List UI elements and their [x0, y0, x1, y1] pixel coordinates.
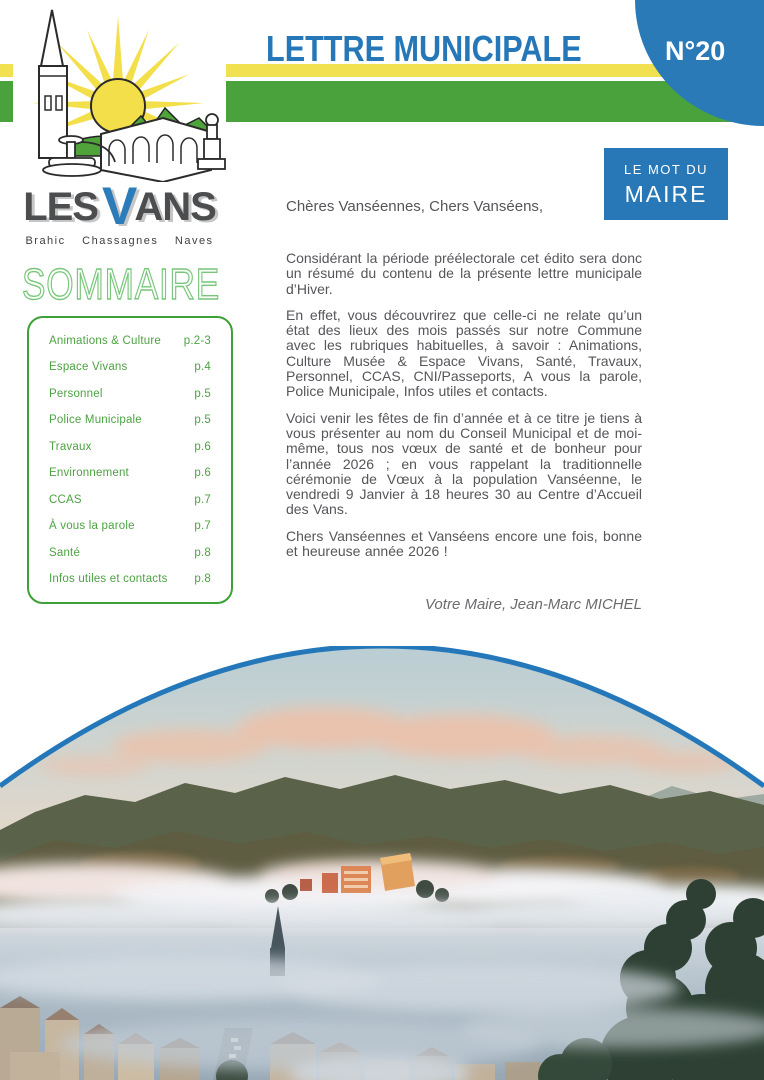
mayor-signature: Votre Maire, Jean-Marc MICHEL — [424, 596, 642, 613]
toc-item-page: p.8 — [194, 572, 211, 585]
toc-item-page: p.8 — [194, 546, 211, 559]
sommaire-title: SOMMAIRE — [22, 260, 221, 309]
toc-item — [49, 467, 211, 479]
issue-number: N°20 — [665, 36, 726, 66]
toc-item-page: p.4 — [194, 361, 211, 374]
editorial-greeting: Chères Vanséennes, Chers Vanséens, — [286, 198, 544, 215]
toc-item-page: p.2-3 — [183, 335, 211, 347]
toc-item-page: p.7 — [194, 520, 211, 533]
toc-item — [49, 520, 211, 532]
logo-text-v: V — [101, 177, 137, 236]
logo-panel — [13, 0, 226, 258]
logo-wordmark — [13, 177, 226, 236]
toc-item-page: p.5 — [194, 414, 211, 427]
toc-item — [49, 441, 211, 453]
toc-item-page: p.5 — [194, 387, 211, 400]
badge-line-1: LE MOT DU — [623, 162, 709, 177]
toc-item — [49, 388, 211, 400]
toc-item — [49, 361, 211, 373]
toc-item-label: Animations & Culture — [49, 335, 162, 347]
sommaire-box — [27, 316, 233, 604]
toc-item-page: p.6 — [194, 467, 211, 480]
toc-item-label: Travaux — [49, 440, 92, 453]
toc-item-page: p.6 — [194, 440, 211, 453]
town-fog-photo — [0, 646, 764, 1080]
toc-item-label: À vous la parole — [49, 520, 135, 533]
toc-item — [49, 573, 211, 585]
logo-text-les: LES — [23, 185, 98, 229]
toc-item-label: Santé — [49, 546, 81, 559]
toc-item — [49, 494, 211, 506]
toc-item-label: Environnement — [49, 467, 129, 480]
page-title: LETTRE MUNICIPALE — [266, 28, 582, 69]
editorial-paragraph: Voici venir les fêtes de fin d’année et à ce titre je tiens à vous présenter au nom du Conseil Municipal et de moi-même, tous nos vœux de santé et de bonheur pour l’année 2026 ; en vous rappelant la traditionnelle cérémonie de Vœux à la population Vanséenne, le vendredi 9 Janvier à 18 heures 30 au Centre d’Accueil des Vans. — [286, 409, 642, 518]
toc-item-label: Infos utiles et contacts — [49, 572, 168, 585]
toc-item — [49, 547, 211, 559]
toc-item-label: Police Municipale — [49, 414, 142, 427]
logo-villages: Brahic Chassagnes Naves — [25, 235, 214, 247]
editorial-paragraph: Considérant la période préélectorale cet édito sera donc un résumé du contenu de la présente lettre municipale d’Hiver. — [286, 250, 642, 297]
editorial-paragraph: En effet, vous découvrirez que celle-ci ne relate qu’un état des lieux des mois passés sur notre Commune avec les rubriques habituelles, à savoir : Animations, Culture Musée & Espace Vivans, Santé, Travaux, Personnel, CCAS, CNI/Passeports, A vous la parole, Police Municipale, Infos utiles et contacts. — [286, 306, 642, 400]
toc-item-label: CCAS — [49, 493, 82, 506]
toc-item-page: p.7 — [194, 493, 211, 506]
season-label: HIVER 2025 — [469, 171, 591, 193]
toc-item — [49, 414, 211, 426]
logo-text-ans: ANS — [134, 185, 216, 229]
town-emblem-icon — [13, 4, 226, 182]
editorial-paragraph: Chers Vanséennes et Vanséens encore une fois, bonne et heureuse année 2026 ! — [286, 527, 642, 560]
toc-item — [49, 335, 211, 347]
editorial-column — [286, 198, 642, 570]
toc-item-label: Personnel — [49, 387, 103, 400]
editorial-paragraphs — [286, 251, 642, 559]
toc-item-label: Espace Vivans — [49, 361, 128, 374]
badge-line-2: MAIRE — [624, 181, 708, 207]
